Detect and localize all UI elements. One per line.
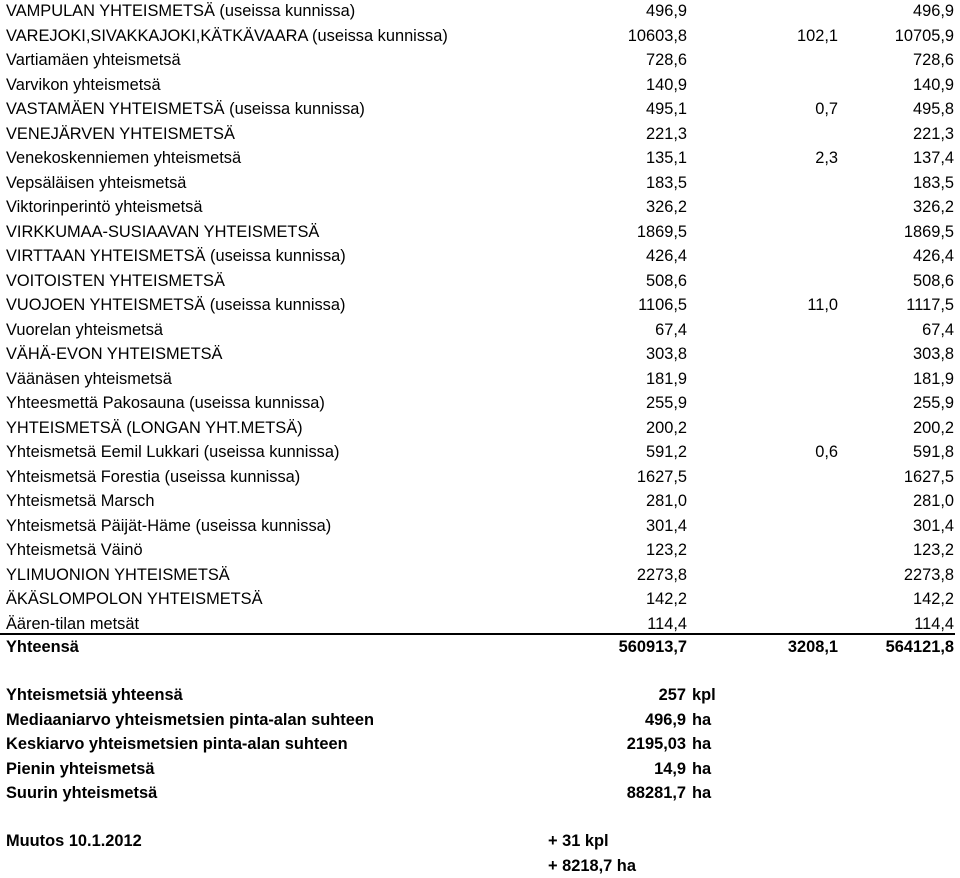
forest-name: Venekoskenniemen yhteismetsä	[6, 149, 242, 167]
area-value: 1627,5	[636, 467, 687, 486]
table-row	[0, 244, 960, 268]
table-row	[0, 342, 960, 366]
table-row	[0, 122, 960, 146]
table-row	[0, 220, 960, 244]
change-value: 0,6	[815, 443, 838, 461]
table-row	[0, 587, 960, 611]
total-value: 140,9	[912, 75, 954, 94]
forest-name: VUOJOEN YHTEISMETSÄ (useissa kunnissa)	[6, 296, 346, 314]
table-row	[0, 269, 960, 293]
table-row	[0, 293, 960, 317]
area-value: 123,2	[645, 541, 687, 559]
total-value: 326,2	[912, 198, 954, 216]
forest-name: VASTAMÄEN YHTEISMETSÄ (useissa kunnissa)	[6, 100, 365, 118]
change-value: 11,0	[807, 296, 838, 314]
area-value: 426,4	[645, 247, 687, 265]
summary-value: 257	[658, 686, 686, 704]
area-value: 1106,5	[638, 296, 687, 314]
change-count: + 31 kpl	[548, 832, 609, 850]
table-row	[0, 367, 960, 391]
summary-unit: ha	[692, 735, 712, 753]
summary-value: 88281,7	[626, 784, 686, 802]
total-value: 114,4	[914, 614, 954, 633]
area-value: 326,2	[645, 198, 687, 216]
area-value: 301,4	[645, 516, 687, 535]
forest-name: Äären-tilan metsät	[6, 614, 140, 633]
table-row	[0, 171, 960, 195]
forest-name: VOITOISTEN YHTEISMETSÄ	[6, 271, 225, 290]
change-area: + 8218,7 ha	[548, 857, 636, 875]
area-value: 221,3	[645, 124, 687, 143]
forest-name: Yhteismetsä Forestia (useissa kunnissa)	[6, 467, 301, 486]
table-row	[0, 489, 960, 513]
summary-unit: ha	[692, 710, 712, 729]
summary-label: Mediaaniarvo yhteismetsien pinta-alan suhteen	[6, 710, 374, 729]
total-value: 181,9	[912, 369, 954, 388]
total-value: 1869,5	[903, 222, 954, 241]
area-value: 67,4	[655, 320, 687, 339]
summary-row	[0, 781, 960, 805]
area-value: 142,2	[645, 590, 687, 608]
table-row	[0, 318, 960, 342]
total-value: 426,4	[912, 247, 954, 265]
table-row	[0, 146, 960, 170]
forest-name: Vepsäläisen yhteismetsä	[6, 173, 187, 192]
total-value: 221,3	[912, 124, 954, 143]
summary-label: Suurin yhteismetsä	[6, 784, 158, 802]
area-value: 140,9	[645, 75, 687, 94]
forest-name: Yhteesmettä Pakosauna (useissa kunnissa)	[6, 394, 325, 412]
forest-name: VÄHÄ-EVON YHTEISMETSÄ	[6, 345, 223, 363]
summary-value: 2195,03	[626, 735, 686, 753]
total-label: Yhteensä	[6, 638, 79, 656]
total-value: 301,4	[912, 516, 954, 535]
area-value: 591,2	[645, 443, 687, 461]
table-row	[0, 612, 960, 636]
forest-name: Väänäsen yhteismetsä	[6, 369, 172, 388]
area-value: 281,0	[645, 492, 687, 510]
change-value: 0,7	[815, 100, 838, 118]
total-value: 728,6	[912, 51, 954, 69]
total-row	[0, 635, 960, 659]
total-value: 137,4	[912, 149, 954, 167]
forest-name: Yhteismetsä Eemil Lukkari (useissa kunnissa)	[6, 443, 340, 461]
total-value: 2273,8	[903, 565, 954, 584]
summary-row	[0, 732, 960, 756]
forest-name: Yhteismetsä Marsch	[6, 492, 155, 510]
table-row	[0, 416, 960, 440]
summary-label: Yhteismetsiä yhteensä	[6, 686, 183, 704]
area-value: 2273,8	[636, 565, 687, 584]
forest-name: Yhteismetsä Väinö	[6, 541, 143, 559]
table-row	[0, 97, 960, 121]
area-value: 496,9	[645, 2, 687, 20]
summary-value: 14,9	[654, 759, 686, 778]
total-value: 255,9	[912, 394, 954, 412]
summary-value: 496,9	[644, 710, 686, 729]
total-sum: 564121,8	[885, 638, 954, 656]
forest-name: Viktorinperintö yhteismetsä	[6, 198, 203, 216]
table-row	[0, 0, 960, 23]
forest-name: YHTEISMETSÄ (LONGAN YHT.METSÄ)	[6, 418, 303, 437]
footer-row-1	[0, 829, 960, 853]
table-row	[0, 73, 960, 97]
change-value: 2,3	[815, 149, 838, 167]
total-value: 1117,5	[906, 296, 954, 314]
summary-row	[0, 757, 960, 781]
forest-name: VAMPULAN YHTEISMETSÄ (useissa kunnissa)	[6, 2, 356, 20]
area-value: 255,9	[645, 394, 687, 412]
forest-name: Vuorelan yhteismetsä	[6, 320, 164, 339]
forest-name: VENEJÄRVEN YHTEISMETSÄ	[6, 124, 235, 143]
total-value: 508,6	[912, 271, 954, 290]
total-value: 200,2	[912, 418, 954, 437]
table-row	[0, 538, 960, 562]
total-value: 1627,5	[903, 467, 954, 486]
summary-row	[0, 683, 960, 707]
area-value: 10603,8	[627, 26, 687, 45]
table-row	[0, 48, 960, 72]
total-value: 591,8	[912, 443, 954, 461]
area-value: 728,6	[645, 51, 687, 69]
table-row	[0, 465, 960, 489]
table-row	[0, 391, 960, 415]
area-value: 181,9	[645, 369, 687, 388]
forest-name: Vartiamäen yhteismetsä	[6, 51, 181, 69]
table-row	[0, 24, 960, 48]
total-value: 496,9	[912, 2, 954, 20]
total-value: 303,8	[912, 345, 954, 363]
total-value: 67,4	[922, 320, 954, 339]
summary-label: Pienin yhteismetsä	[6, 759, 155, 778]
forest-name: VIRTTAAN YHTEISMETSÄ (useissa kunnissa)	[6, 247, 346, 265]
area-value: 495,1	[645, 100, 687, 118]
total-value: 281,0	[912, 492, 954, 510]
total-value: 123,2	[912, 541, 954, 559]
area-value: 135,1	[645, 149, 687, 167]
change-value: 102,1	[796, 26, 838, 45]
forest-name: Yhteismetsä Päijät-Häme (useissa kunnissa)	[6, 516, 332, 535]
footer-row-2	[0, 854, 960, 878]
summary-label: Keskiarvo yhteismetsien pinta-alan suhteen	[6, 735, 348, 753]
area-value: 183,5	[645, 173, 687, 192]
summary-row	[0, 708, 960, 732]
total-value: 495,8	[912, 100, 954, 118]
total-value: 183,5	[912, 173, 954, 192]
table-row	[0, 514, 960, 538]
total-value: 142,2	[912, 590, 954, 608]
total-area: 560913,7	[618, 638, 687, 656]
total-change: 3208,1	[787, 638, 838, 656]
area-value: 508,6	[645, 271, 687, 290]
summary-unit: ha	[692, 784, 712, 802]
summary-unit: kpl	[692, 686, 716, 704]
forest-name: VAREJOKI,SIVAKKAJOKI,KÄTKÄVAARA (useissa kunnissa)	[6, 26, 448, 45]
forest-name: ÄKÄSLOMPOLON YHTEISMETSÄ	[6, 590, 263, 608]
area-value: 200,2	[645, 418, 687, 437]
summary-unit: ha	[692, 759, 712, 778]
table-row	[0, 195, 960, 219]
forest-name: YLIMUONION YHTEISMETSÄ	[6, 565, 230, 584]
change-date-label: Muutos 10.1.2012	[6, 832, 142, 850]
area-value: 303,8	[645, 345, 687, 363]
forest-name: Varvikon yhteismetsä	[6, 75, 161, 94]
area-value: 1869,5	[636, 222, 687, 241]
total-value: 10705,9	[894, 26, 954, 45]
area-value: 114,4	[647, 614, 687, 633]
table-row	[0, 440, 960, 464]
table-row	[0, 563, 960, 587]
forest-name: VIRKKUMAA-SUSIAAVAN YHTEISMETSÄ	[6, 222, 320, 241]
